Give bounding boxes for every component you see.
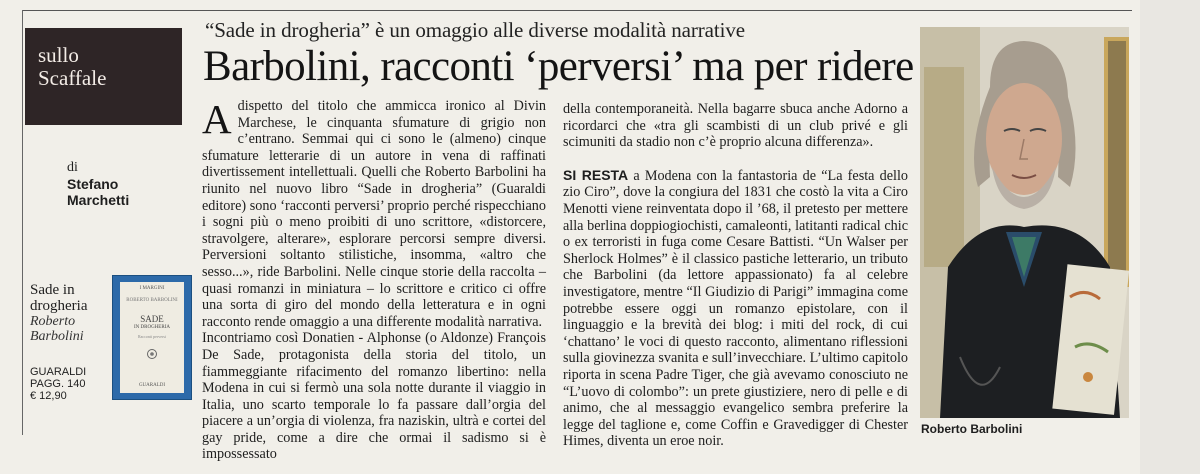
article-column-1: [202, 98, 546, 463]
book-cover-paper: [120, 282, 184, 393]
book-cover-publisher: GUARALDI: [138, 383, 166, 388]
article-column-2: [563, 101, 908, 450]
book-cover-series: I MARGINI: [139, 286, 165, 291]
article-text: dispetto del titolo che ammicca ironico al Divin Marchese, le cinquanta sfumature di grigio non c’entrano. Semmai qui ci sono le (almeno) cinque sfumature letterarie di un autore in vena di raffinati divertissement intellettuali. Quelli che Roberto Barbolini ha riunito nel nuovo libro “Sade in drogheria” (Guaraldi editore) sono ‘racconti perversi’ proprio perché rispecchiano i sogni più o meno proibiti di uno scrittore, «distorcere, stravolgere, alterare», esplorare percorsi sempre diversi. Perversioni soltanto stilistiche, insomma, «altro che sesso...», ride Barbolini. Nelle cinque storie della raccolta – quasi romanzi in miniatura – lo scrittore e critico ci offre una sorta di giro del mondo della letteratura e in ogni racconto rende omaggio a una differente modalità narrativa.: [202, 98, 546, 330]
book-cover-title-line2: IN DROGHERIA: [134, 325, 170, 330]
book-title: Sade in drogheria: [30, 282, 88, 314]
section-lead: SI RESTA: [563, 166, 629, 183]
book-cover: [112, 275, 192, 400]
section-label: [25, 28, 182, 125]
photo-caption: Roberto Barbolini: [921, 422, 1023, 436]
cover-emblem-icon: [146, 348, 158, 360]
book-cover-title: [120, 315, 184, 332]
kicker: “Sade in drogheria” è un omaggio alle diverse modalità narrative: [205, 18, 745, 42]
author-portrait-photo: [920, 27, 1129, 418]
article-text: a Modena con la fantastoria de “La festa dello zio Ciro”, dove la congiura del 1831 che costò la vita a Ciro Menotti viene reinventata dopo il ’68, il pretesto per mettere alla berlina doppiogiochisti, camaleonti, latitanti radical chic o ex terroristi in fuga come Cesare Battisti. “Un Walser per Sherlock Holmes” è il classico pastiche letterario, un tributo che Barbolini (da lettore appassionato) fa al celebre investigatore, mentre “Il Giudizio di Parigi” immagina come potrebbe essere oggi un romanzo epistolare, con il linguaggio e la brevità dei blog: i miti del rock, di cui ‘chattano’ le voci di questo racconto, alimentano riflessioni sulla giovinezza svanita e sull’invecchiare. L’ultimo capitolo riporta in scena Padre Tiger, che già avevamo conosciuto ne “L’uovo di colombo”: un prete giustiziere, nero di pelle e di animo, che al messaggio evangelico sembra preferire la legge del taglione e, come Coffin e Gravedigger di Chester Himes, diventa un eroe noir.: [563, 167, 909, 450]
book-meta: [30, 366, 110, 402]
article-paragraph: della contemporaneità. Nella bagarre sbuca anche Adorno a ricordarci che «tra gli scambisti di un club privé e gli scimuniti da stadio non c’è proprio alcuna differenza».: [563, 101, 908, 151]
book-publisher: GUARALDI: [30, 366, 87, 378]
book-pages: PAGG. 140: [30, 378, 86, 390]
adjacent-page-edge: [1140, 0, 1200, 474]
section-label-line1: sullo: [38, 43, 79, 67]
book-cover-title-line1: SADE: [140, 314, 164, 324]
headline: Barbolini, racconti ‘perversi’ ma per ridere: [203, 43, 914, 90]
book-author: Roberto Barbolini: [30, 314, 84, 344]
top-rule: [22, 10, 1132, 11]
article-paragraph: [563, 167, 908, 450]
drop-cap: A: [202, 96, 232, 142]
section-label-line2: Scaffale: [38, 66, 107, 90]
book-cover-subtitle: Racconti perversi: [137, 334, 167, 339]
book-cover-author: ROBERTO BARBOLINI: [126, 298, 178, 303]
article-paragraph: Incontriamo così Donatien - Alphonse (o Aldonze) François De Sade, protagonista della storia del titolo, un fiammeggiante rifacimento del romanzo libertino: nella Modena in cui si fermò una sola notte durante il viaggio in Italia, uno scarto temporale lo fa passare dall’orgia del piacere a un’orgia di violenza, fra naziskin, ultrà e cortei del gay pride, come a dire che ormai il sadismo si è impossessato: [202, 330, 546, 463]
article-paragraph: [202, 98, 546, 330]
byline-author: Stefano Marchetti: [67, 176, 130, 208]
paragraph-gap: [563, 151, 908, 167]
left-rule: [22, 10, 23, 435]
book-price: € 12,90: [30, 390, 67, 402]
byline-prefix: di: [67, 160, 78, 175]
